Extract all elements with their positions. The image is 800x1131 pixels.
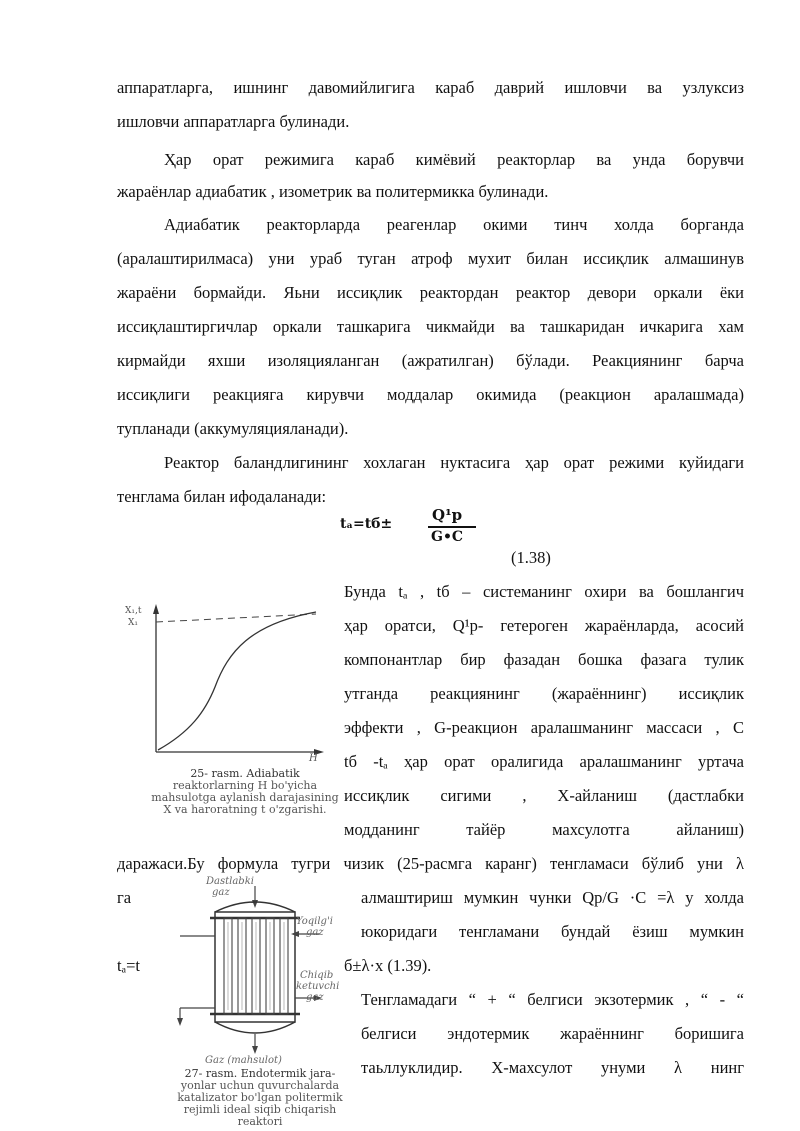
paragraph-7-line-2: белгиси эндотермик жараённинг боришига bbox=[361, 1024, 744, 1043]
figure-27-label-top2: gaz bbox=[212, 887, 230, 898]
figure-27-label-right1: Yoqilg'i bbox=[296, 916, 333, 927]
paragraph-5-line-6: tб -tₐ ҳар орат оралигида аралашманинг уртача bbox=[344, 752, 744, 771]
formula-numerator: Q¹p bbox=[432, 506, 463, 524]
figure-25-caption: 25- rasm. Adiabatik reaktorlarning H bo'yicha mahsulotga aylanish darajasining X va haroratning t o'zgarishi. bbox=[151, 767, 339, 816]
figure-27-label-right2: Chiqib bbox=[300, 970, 334, 981]
formula-number: (1.38) bbox=[511, 548, 551, 567]
figure-27-label-right2c: gaz bbox=[306, 992, 324, 1003]
figure-25-graph bbox=[120, 592, 330, 772]
paragraph-3-line-4: иссиқлаштиргичлар оркали ташкарига чикмайди ва ташкаридан ичкарига хам bbox=[117, 317, 744, 336]
figure-27-label-right2b: ketuvchi bbox=[296, 981, 340, 992]
paragraph-1-line-2: ишловчи аппаратларга булинади. bbox=[117, 112, 350, 131]
figure-25-y-mark: X₁ bbox=[128, 618, 139, 628]
paragraph-5-line-2: ҳар оратси, Q¹p- гетероген жараёнларда, асосий bbox=[344, 616, 744, 635]
formula-fraction-bar bbox=[428, 526, 476, 528]
paragraph-7-line-3: таьллуклидир. X-махсулот унуми λ нинг bbox=[361, 1058, 744, 1077]
paragraph-4-line-1: Реактор баландлигининг хохлаган нуктасига ҳар орат режими куйидаги bbox=[164, 453, 744, 472]
paragraph-4-line-2: тенглама билан ифодаланади: bbox=[117, 487, 327, 506]
figure-27-caption: 27- rasm. Endotermik jara- yonlar uchun quvurchalarda katalizator bo'lgan politermik rejimli ideal siqib chiqarish reaktori bbox=[177, 1067, 343, 1128]
paragraph-7-line-1: Тенгламадаги “ + “ белгиси экзотермик , “ - “ bbox=[361, 990, 744, 1009]
paragraph-6-ga: га bbox=[117, 888, 132, 907]
figure-27-label-bottom: Gaz (mahsulot) bbox=[205, 1055, 282, 1066]
paragraph-3-line-5: кирмайди яхши изоляцияланган (ажратилган) бўлади. Реакциянинг барча bbox=[117, 351, 744, 370]
paragraph-5-line-5: эффекти , G-реакцион аралашманинг массаси , C bbox=[344, 718, 744, 737]
paragraph-5-line-4: утганда реакциянинг (жараённинг) иссиқлик bbox=[344, 684, 744, 703]
paragraph-5-line-8: модданинг тайёр махсулотга айланиш) bbox=[344, 820, 744, 839]
paragraph-6-line-3: б±λ·x (1.39). bbox=[344, 956, 432, 975]
paragraph-3-line-7: тупланади (аккумуляцияланади). bbox=[117, 419, 349, 438]
paragraph-5-line-9: даражаси.Бу формула тугри чизик (25-расмга каранг) тенгламаси бўлиб уни λ bbox=[117, 854, 744, 873]
figure-25-y-label: X₁,t bbox=[125, 606, 142, 616]
paragraph-6-line-1: алмаштириш мумкин чунки Qp/G ·C =λ у холда bbox=[361, 888, 744, 907]
paragraph-5-line-1: Бунда tₐ , tб – системанинг охири ва бошлангич bbox=[344, 582, 744, 601]
paragraph-5-line-3: компонантлар бир фазадан бошка фазага тулик bbox=[344, 650, 744, 669]
paragraph-6-ta: tₐ=t bbox=[117, 956, 140, 975]
paragraph-2-line-1: Ҳар орат режимига караб кимёвий реакторлар ва унда борувчи bbox=[164, 150, 744, 169]
formula-denominator: G•C bbox=[431, 529, 464, 545]
paragraph-5-line-7: иссиқлик сигими , X-айланиш (дастлабки bbox=[344, 786, 744, 805]
figure-27-label-right1b: gaz bbox=[306, 927, 324, 938]
paragraph-1-line-1: аппаратларга, ишнинг давомийлигига караб даврий ишловчи ва узлуксиз bbox=[117, 78, 744, 97]
paragraph-6-line-2: юкоридаги тенгламани бундай ёзиш мумкин bbox=[361, 922, 744, 941]
formula-lhs: tₐ=tб± bbox=[340, 516, 393, 532]
paragraph-3-line-1: Адиабатик реакторларда реагенлар окими тинч холда борганда bbox=[164, 215, 744, 234]
figure-25-x-label: H bbox=[309, 753, 318, 764]
paragraph-2-line-2: жараёнлар адиабатик , изометрик ва политермикка булинади. bbox=[117, 182, 549, 201]
figure-27-label-top: Dastlabki bbox=[206, 876, 254, 887]
paragraph-3-line-2: (аралаштирилмаса) уни ураб туган атроф мухит билан иссиқлик алмашинув bbox=[117, 249, 744, 268]
paragraph-3-line-3: жараёни бормайди. Яьни иссиқлик реактордан реактор девори оркали ёки bbox=[117, 283, 744, 302]
paragraph-3-line-6: иссиқлиги реакцияга кирувчи моддалар окимида (реакцион аралашмада) bbox=[117, 385, 744, 404]
